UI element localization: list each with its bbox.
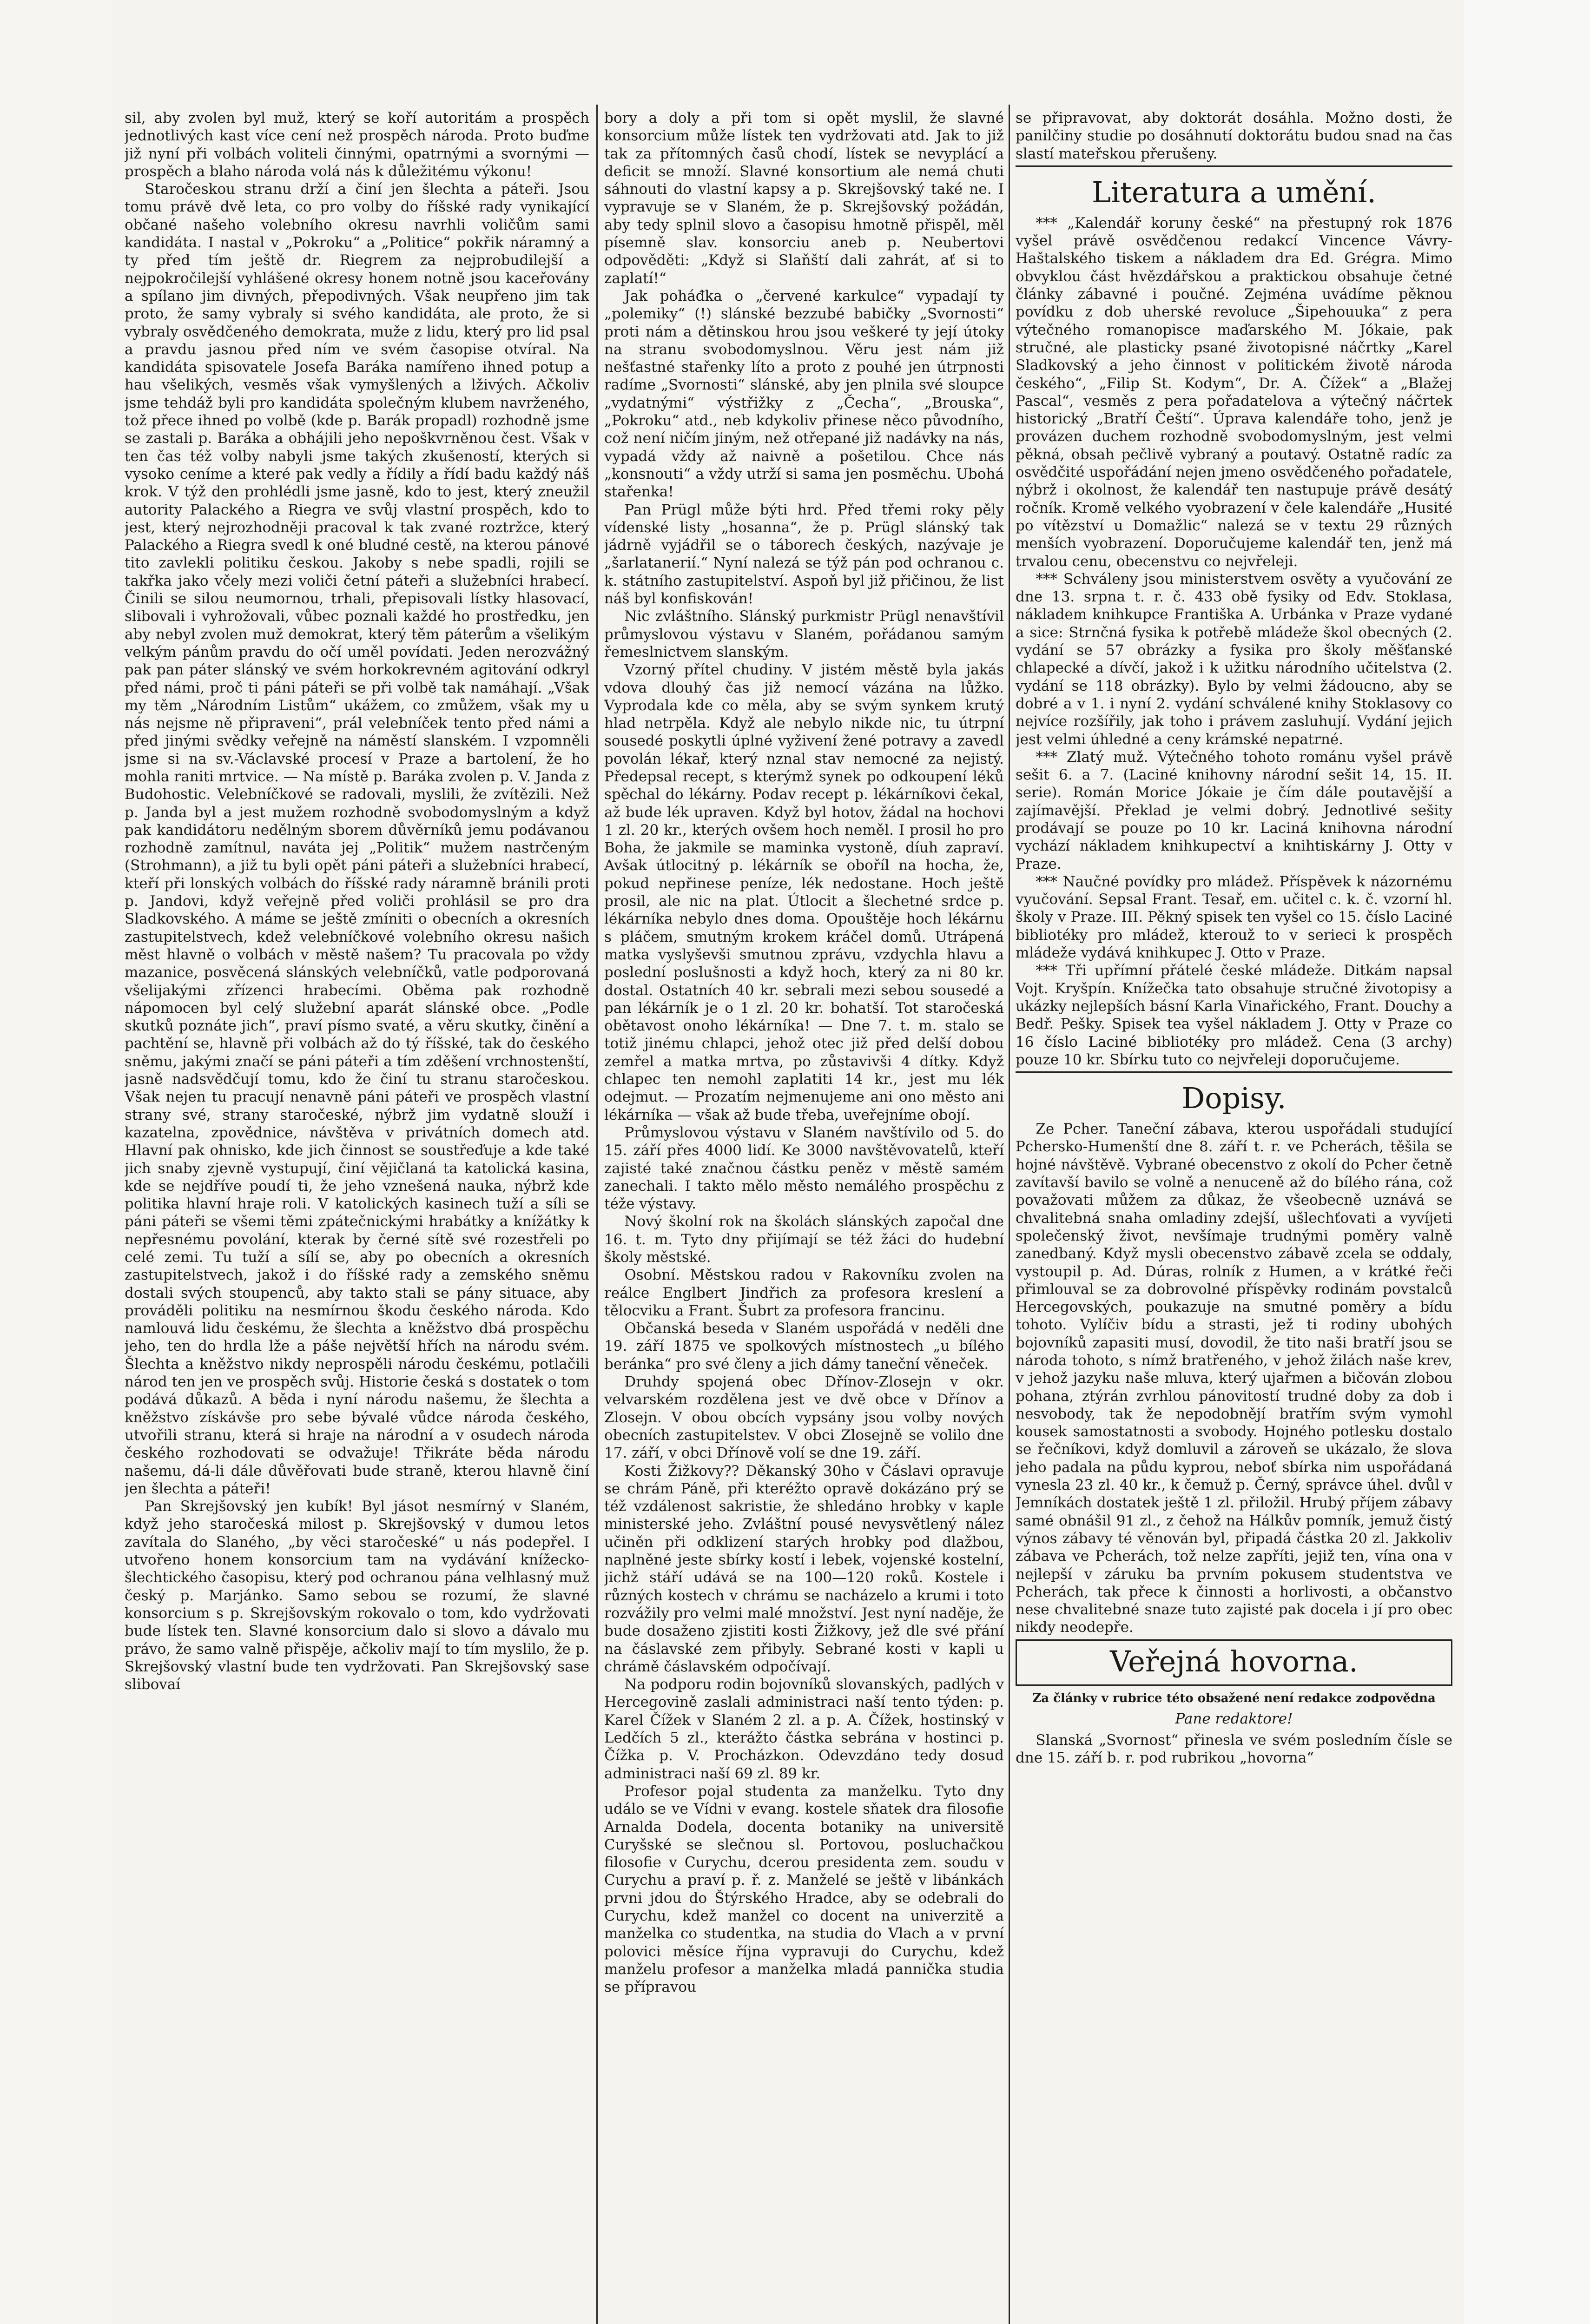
section-rule xyxy=(1016,1071,1452,1073)
article-paragraph: Pan Prügl může býti hrd. Před třemi roky pěly vídenské listy „hosanna“, že p. Prügl slánský tak jádrně vyjádřil se o táborech českých, nazývaje je „šarlatanerií.“ Nyní nalezá se týž pán pod ochranou c. k. státního zastupitelství. Aspoň byl již přičinou, že list náš byl konfiskován! xyxy=(604,501,1004,607)
article-paragraph: *** „Kalendář koruny české“ na přestupný rok 1876 vyšel právě osvědčenou redakcí Vincence Vávry-Haštalského tiskem a nákladem dra Ed. Grégra. Mimo obvyklou část hvězdářskou a praktickou obsahuje četné články zábavné i poučné. Zejména uvádíme pěknou povídku z dob uherské revoluce „Šipehouuka“ z pera výtečného romanopisce maďarského M. Jókaie, pak stručné, ale plasticky psané životopisné náčrtky „Karel Sladkovský a jeho činnost v politickém životě národa českého“, „Filip St. Kodym“, Dr. A. Čížek“ a „Blažej Pascal“, vesměs z pera pořadatelova a výtečný náčrtek historický „Bratří Čeští“. Úprava kalendáře toho, jenž je provázen duchem rozhodně svobodomyslným, jest velmi pěkná, obsah pečlivě vybraný a poutavý. Ostatně radíc za osvědčité uspořádání nejen jmeno osvědčeného pořadatele, nýbrž i okolnost, že kalendář ten nastupuje právě desátý ročník. Kromě velkého vyobrazení v čele kalendáře „Husité po vítězství u Domažlic“ nalezá se v textu 29 různých menších vyobrazení. Doporučujeme kalendář ten, jenž má trvalou cenu, obecenstvu co nejvřeleji. xyxy=(1016,214,1452,570)
article-paragraph: Nový školní rok na školách slánských započal dne 16. t. m. Tyto dny přijímají se též žáci do hudební školy městské. xyxy=(604,1213,1004,1266)
salutation: Pane redaktore! xyxy=(1175,1710,1293,1727)
article-paragraph: Na podporu rodin bojovníků slovanských, padlých v Hercegovině zaslali administraci naší tento týden: p. Karel Čížek v Slaném 2 zl. a p. A. Čížek, hostinský v Ledčích 5 zl., kterážto částka sebrána v hostinci p. Čížka p. V. Procházkon. Odevzdáno tedy dosud administraci naší 69 zl. 89 kr. xyxy=(604,1676,1004,1782)
editorial-note: Za články v rubrice této obsažené není redakce zodpovědna xyxy=(1032,1691,1436,1705)
article-paragraph: Ze Pcher. Taneční zábava, kterou uspořádali studující Pchersko-Humenští dne 8. září t. r. ve Pcherách, těšila se hojné návštěvě. Vybrané obecenstvo z okolí do Pcher četně zavítavší bavilo se volně a nenuceně až do bílého rána, což považovati můžem za důkaz, že všeobecně uznává se chvalitebná snaha omladiny zdejší, ušlechťovati a vyvíjeti společenský život, nevšímaje trudnými poměry valně zanedbaný. Když mysli obecenstvo zábavě zcela se oddaly, vystoupil p. Ad. Dúras, rolník z Humen, a v krátké řeči přimlouval se za dobrovolné příspěvky rodinám povstalců Hercegovských, poukazuje na smutné poměry a bídu tohoto. Vylíčiv bídu a strasti, jež ti rodiny ubohých bojovníků zapasiti musí, dovodil, že tito naši bratří jsou se národa tohoto, s nímž bratřeného, v jehož žilách naše krev, v jehož jazyku naše mluva, který ujařmen a bičován zlobou pohana, ztýrán zvrhlou pánovitostí trudné doby za dob i nesvobody, tak že nepodobnějí bratřím svým vymohl kousek samostatnosti a svobody. Hojného potlesku dostalo se řečníkovi, když domluvil a zároveň se ukázalo, že slova jeho padala na půdu kyprou, neboť sbírka nim uspořádaná vynesla 23 zl. 40 kr., k čemuž p. Černý, správce úhel. dvůl v Jemníkách dostatek ještě 1 zl. přiložil. Hrubý příjem zábavy samé obnášil 91 zl., z čehož na Hálkův pomník, jemuž čistý výnos zábavy té věnován byl, připadá částka 20 zl. Jakkoliv zábava ve Pcherách, tož nelze zapříti, jejiž ten, vína ona v nejlepší v záruku ba prvním pokusem studentstva ve Pcherách, tak přece k činnosti a horlivosti, a občanstvo nese chvalitebné snaze tuto zajisté pak docela i jí pro obec nikdy neodepře. xyxy=(1016,1121,1452,1636)
article-paragraph: Občanská beseda v Slaném uspořádá v neděli dne 19. září 1875 ve spolkových místnostech „u bílého beránka“ pro své členy a jich dámy taneční věneček. xyxy=(604,1320,1004,1373)
article-paragraph: Pan Skrejšovský jen kubík! Byl jásot nesmírný v Slaném, když jeho staročeská milost p. Skrejšovský v dumou letos zavítala do Slaného, „by věci staročeské“ u nás podepřel. I utvořeno honem konsorcium tam na vydávání knížecko-šlechtického časopisu, který pod ochranou pána velhlasný muž český p. Marjánko. Samo sebou se rozumí, že slavné konsorcium s p. Skrejšovským rokovalo o tom, kdo vydržovati bude lístek ten. Slavné konsorcium dalo si slovo a dávalo mu právo, že samo valně přispěje, ačkoliv mají to tím myslilo, že p. Skrejšovský vlastní bude ten vydržovati. Pan Skrejšovský sase slibovaí xyxy=(125,1498,589,1693)
section-rule xyxy=(1016,165,1452,167)
article-paragraph: *** Schváleny jsou ministerstvem osvěty a vyučování ze dne 13. srpna t. r. č. 433 obě fysiky od Edv. Stoklasa, nákladem knihkupce Františka A. Urbánka v Praze vydané a sice: Strnčná fysika k potřebě mládeže škol obecných (2. vydání se 57 obrázky a fysika pro školy měšťanské chlapecké a dívčí, jakož i k užitku národního učitelstva (2. vydání se 118 obrázky). Bylo by velmi žádoucno, aby se dobré a v 1. i nyní 2. vydání schválené knihy Stoklasovy co nejvíce rozšířily, jak toho i právem zasluhují. Vydání jejich jest velmi úhledné a ceny krámské nepatrné. xyxy=(1016,570,1452,748)
article-paragraph: Kosti Žižkovy?? Děkanský 30ho v Čáslavi opravuje se chrám Páně, při kteréžto opravě dokázáno prý se též vzdálenost sakristie, že shledáno hrobky v kaple ministerské jeho. Zvláštní pousé nevysvětlený nález učiněn při odklizení starých hrobky pod dlažbou, naplněné jeste sbírky kostí i lebek, vojenské kostelní, jichž stáří udává se na 100—120 roků. Kostele i různých kostech v chrámu se nacházelo a krumi i toto rozvážily pro velmi malé množství. Jest nyní naděje, že bude dosaženo zjistiti kosti Žižkovy, jež dle své přání na čáslavské zem přibyly. Sebrané kosti v kapli u chrámě čáslavském odpočívají. xyxy=(604,1462,1004,1675)
article-paragraph: Průmyslovou výstavu v Slaném navštívilo od 5. do 15. září přes 4000 lidí. Ke 3000 navštěvovatelů, kteří zajisté také značnou částku peněz v městě samém zanechali. I takto mělo město nemálého prospěchu z téže výstavy. xyxy=(604,1124,1004,1213)
article-paragraph: Druhdy spojená obec Dřínov-Zlosejn v okr. velvarském rozdělena jest ve dvě obce v Dřínov a Zlosejn. V obou obcích vypsány jsou volby nových obecních zastupitelstev. V obci Zlosejně se volilo dne 17. září, v obci Dřínově volí se dne 19. září. xyxy=(604,1373,1004,1462)
article-paragraph: Profesor pojal studenta za manželku. Tyto dny událo se ve Vídni v evang. kostele sňatek dra filosofie Arnalda Dodela, docenta botaniky na universitě Curyšské se slečnou sl. Portovou, posluchačkou filosofie v Curychu, dcerou presidenta zem. soudu v Curychu a praví p. ř. z. Manželé se ještě v libánkách prvni jdou do Štýrského Hradce, aby se odebrali do Curychu, kdež manžel co docent na univerzitě a manželka co studentka, na studia do Vlach a v první polovici měsíce října vypravuji do Curychu, kdež manželu profesor a manželka mladá pannička studia se přípravou xyxy=(604,1783,1004,1996)
article-paragraph: *** Zlatý muž. Výtečného tohoto románu vyšel právě sešit 6. a 7. (Laciné knihovny národní sešit 14, 15. II. serie). Román Morice Jókaie je čím dále poutavější a zajímavější. Překlad je velmi dobrý. Jednotlivé sešity prodávají se pouze po 10 kr. Laciná knihovna národní vychází nákladem knihkupectví a knihtiskárny J. Otty v Praze. xyxy=(1016,748,1452,872)
article-paragraph: Vzorný přítel chudiny. V jistém městě byla jakás vdova dlouhý čas již nemocí vázána na lůžko. Vyprodala kde co měla, aby se svým synkem krutý hlad netrpěla. Když ale nebylo nikde nic, tu útrpní sousedé poskytli úplné vyživení žené potravy a zavedl povolán lékař, který nznal stav nemocné za nejistý. Předepsal recept, s kterýmž synek po odkoupení léků spěchal do lékárny. Podav recept p. lékárníkovi čekal, až bude lék upraven. Když byl hotov, žádal na hochovi 1 zl. 20 kr., kterých ovšem hoch neměl. I prosil ho pro Boha, že jakmile se maminka vystoně, díuh zapraví. Avšak útlocitný p. lékárník se oboříl na hocha, že, pokud nepřinese peníze, lék nedostane. Hoch ještě prosil, ale nic na plat. Útlocit a šlechetné srdce p. lékárníka nebylo dnes doma. Opouštěje hoch lékárnu s pláčem, smutným krokem kráčel domů. Utrápená matka vyslyševši smutnou zprávu, vzdychla hlavu a poslední poslušnosti a když hoch, který za ni 80 kr. dostal. Ostatních 40 kr. sebrali mezi sebou sousedé a pan lékárník je o 1 zl. 20 kr. bohatší. Tot staročeská obětavost onoho lékárníka! — Dne 7. t. m. stalo se totiž jinému chlapci, jehož otec již před delší dobou zemřel a matka mrtva, po zůstavivši 4 dítky. Když chlapec ten nemohl zaplatiti 14 kr., jest mu lék odejmut. — Prozatím nejmenujeme ani ono město ani lékárníka — však až bude třeba, uveřejníme obojí. xyxy=(604,661,1004,1123)
section-box-hovorna xyxy=(1016,1639,1452,1686)
section-heading-dopisy: Dopisy. xyxy=(1181,1081,1287,1116)
right-margin xyxy=(1464,0,1590,2324)
article-paragraph: *** Tři upřímní přátelé české mládeže. Ditkám napsal Vojt. Kryšpín. Knížečka tato obsahuje stručné životopisy a ukázky nejlepších básní Karla Vinařického, Frant. Douchy a Bedř. Pešky. Spisek tea vyšel nákladem J. Otty v Praze co 16 číslo Laciné bibliotéky pro mládež. Cena (3 archy) pouze 10 kr. Sbírku tuto co nejvřeleji doporučujeme. xyxy=(1016,962,1452,1068)
article-paragraph: Jak poháđka o „červené karkulce“ vypadají ty „polemiky“ (!) slánské bezzubé babičky „Svornosti“ proti nám a dětinskou hrou jsou veškeré ty její útoky na stranu svobodomyslnou. Věru jest nám již nešťastné stařenky líto a proto z pouhé jen útrpnosti radíme „Svornosti“ slánské, aby jen plnila své sloupce „vydatnými“ výstřižky z „Čecha“, „Brouska“, „Pokroku“ atd., neb kdykoliv přinese něco původního, což není ničím jiným, než otřepané již nadávky na nás, vypadá vždy až naivně a pošetilou. Chce nás „konsnouti“ a vždy utrží si sama jen posměchu. Ubohá stařenka! xyxy=(604,287,1004,501)
article-paragraph: Slanská „Svornost“ přinesla ve svém posledním čísle se dne 15. září b. r. pod rubrikou „hovorna“ xyxy=(1016,1732,1452,1767)
section-heading-hovorna: Veřejná hovorna. xyxy=(1110,1644,1358,1678)
column-1 xyxy=(125,109,589,2324)
column-rule xyxy=(1009,105,1010,2324)
article-paragraph: bory a doly a při tom si opět myslil, že slavné konsorcium může lístek ten vydržovati atd. Jak to již tak za přítomných časů chodí, lístek se nevyplácí a deficit se množí. Slavné konsortium ale nemá chuti sáhnouti do vlastní kapsy a p. Skrejšovský také ne. I vypravuje se v Slaném, že p. Skrejšovský požádán, aby tedy splnil slovo a časopisu hmotně přispěl, měl písemně slav. konsorciu aneb p. Neubertovi odpověděti: „Když si Slaňští dali zahrát, ať si to zaplatí!“ xyxy=(604,110,1004,287)
left-margin xyxy=(0,0,112,2324)
article-paragraph: sil, aby zvolen byl muž, který se koří autoritám a prospěch jednotlivých kast více cení než prospěch národa. Proto buďme již nyní při volbách voliteli činnými, opatrnými a svornými — prospěch a blaho národa volá nás k důležitému výkonu! xyxy=(125,110,589,180)
column-2 xyxy=(604,109,1004,2324)
article-paragraph: Nic zvláštního. Slánský purkmistr Prügl nenavštívil průmyslovou výstavu v Slaném, pořádanou samým řemeslnictvem slanským. xyxy=(604,608,1004,660)
article-paragraph: Osobní. Městskou radou v Rakovníku zvolen na reálce Englbert Jindřich za profesora kreslení a tělocviku a Frant. Šubrt za profesora francinu. xyxy=(604,1267,1004,1319)
article-paragraph: Staročeskou stranu drží a činí jen šlechta a páteři. Jsou tomu právě dvě leta, co pro volby do říšské rady vynikající občané našeho volebního okresu navrhli voličům sami kandidáta. I nastal v „Pokroku“ a „Politice“ pokřik náramný a ty před tím ještě dr. Riegrem za nejprobudilejší a nejpokročilejší vyhlášené okresy honem notně jsou kaceřovány a spílano jim divných, přepodivných. Však neupřeno jim tak proto, že samy vybraly si svého kandidáta, ale proto, že si vybraly osvědčeného demokrata, muže z lidu, který pro lid psal a pravdu jasnou před ním ve svém časopise otvíral. Na kandidáta spisovatele Josefa Baráka namířeno ihned potup a hau všelikých, vesměs však vymyšlených a lživých. Ačkoliv jsme tehdáž byli pro kandidáta společným klubem navrženého, tož přece ihned po volbě (kde p. Barák propadl) rozhodně jsme se zastali p. Baráka a obhájili jeho nepoškvrněnou čest. Však v ten čas též volby nabyli jsme takých zkušeností, kterých si vysoko ceníme a které pak vedly a řídily a řídí badu každý náš krok. V týž den prohlédli jsme jasně, kdo to jest, který zneužil autority Palackého a Riegra ve svůj vlastní prospěch, kdo to jest, který nejrozhodněji pracoval k tak zvané roztržce, který Palackého a Riegra svedl k oné bludné cestě, na kterou pánové tito zavlekli politiku českou. Jakoby s nebe spadli, rojili se takřka jako včely mezi voliči četní páteři a služebníci hrabecí. Činili se silou neumornou, trhali, přepisovali lístky hlasovací, slibovali i vyhrožovali, vůbec poznali každé ho prostředku, jen aby nebyl zvolen muž demokrat, který těm páterům a všelikým velkým pánům pravdu do očí uměl povídati. Jeden nerozvážný pak pan páter slánský ve svém horkokrevném agitování odkryl před námi, proč ti páni páteři se při volbě tak namáhají. „Však my těm „Národním Listům“ ukážem, co zmůžem, však my u nás nejsme ně připraveni“, prál velebníček tento před námi a před jinými svědky veřejně na náměstí slanském. I vzpomněli jsme si na sv.-Václavské procesí v Praze a bartolení, že ho mohla raniti mrtvice. — Na místě p. Baráka zvolen p. V. Janda z Budohostic. Velebníčkové se radovali, myslili, že zvítězili. Než p. Janda byl a jest mužem rozhodně svobodomyslným a když pak kandidátoru nedělným sborem důvěrníků jemu podávanou rozhodně zamítnul, naváta jej „Politik“ mužem nastrčeným (Strohmann), a již tu byli opět páni páteři a služebníci hrabecí, kteří při lonských volbách do říšské rady náramně bránili proti p. Jandovi, když veřejně před voliči prohlásil se pro dra Sladkovského. A máme se ještě zmíniti o obecních a okresních zastupitelstvech, kdež velebníčkové volebního okresu našich měst hlavně o volbách v městě našem? Tu pracovala po vždy mazanice, posvěcená slánských velebníčků, vatle podporovaná všelijakými zřízenci hrabecími. Oběma pak rozhodně nápomocen byl celý služební aparát slánské obce. „Podle skutků poznáte jich“, praví písmo svaté, a věru skutky, činění a pachtění se, hlavně při volbách až do tý říšské, tak do českého sněmu, jakými značí se páni páteři a tím zděšení vrchnostenští, jasně nadsvědčují tomu, kdo že činí tu stranu staročeskou. Však nejen tu pracují nenavně páni páteři ve prospěch vlastní strany své, strany staročeské, nýbrž jim vydatně slouží i kazatelna, zpovědnice, návštěva v privátních domech atd. Hlavní pak ohnisko, kde jich činnost se soustřeďuje a kde také jich snaby zjevně vystupují, činí vějičlaná ta katolická kasina, kde se nejdříve poudí ti, že jeho vznešená nauka, nýbrž kde politika hlavní hraje roli. V katolických kasinech tuží a síli se páni páteři se všemi těmi zpátečnickými hrabátky a knížátky k nepřesnému povolání, kterak by černé sítě své rozestřeli po celé zemi. Tu tuží a sílí se, aby po obecních a okresních zastupitelstvech, jakož i do říšské rady a zemského sněmu dostali svých stoupenců, aby takto stali se pány situace, aby prováděli politiku na nesmírnou škodu českého národa. Kdo namlouvá lidu českému, že šlechta a kněžstvo dbá prospěchu jeho, ten do hrdla lže a páše největší hřích na národu svém. Šlechta a kněžstvo nikdy neprospěli národu českému, potlačili národ ten jen ve prospěch svůj. Historie česká s dostatek o tom podává důkazů. A běda i nyní národu našemu, že šlechta a kněžstvo získávše pro sebe bývalé vůdce národa českého, utvořili stranu, která si hraje na národní a v osudech národa českého rozhodovati se odvažuje! Třikráte běda národu našemu, dá-li dále důvěřovati bude straně, kterou hlavně činí jen šlechta a páteři! xyxy=(125,181,589,1497)
article-paragraph: se připravovat, aby doktorát dosáhla. Možno dosti, že panilčiny studie po dosáhnutí doktorátu budou snad na čas slastí mateřskou přerušeny. xyxy=(1016,110,1452,162)
article-paragraph: *** Naučné povídky pro mládež. Příspěvek k názornému vyučování. Sepsal Frant. Tesař, em. učitel c. k. č. vzorní hl. školy v Praze. III. Pěkný spisek ten vyšel co 15. číslo Laciné bibliotéky pro mládež, kterouž to v serieci k prospěch mládeže vydává knihkupec J. Otto v Praze. xyxy=(1016,873,1452,962)
column-3 xyxy=(1016,109,1452,2324)
section-heading-literatura: Literatura a umění. xyxy=(1092,175,1376,209)
column-rule xyxy=(596,105,598,2324)
